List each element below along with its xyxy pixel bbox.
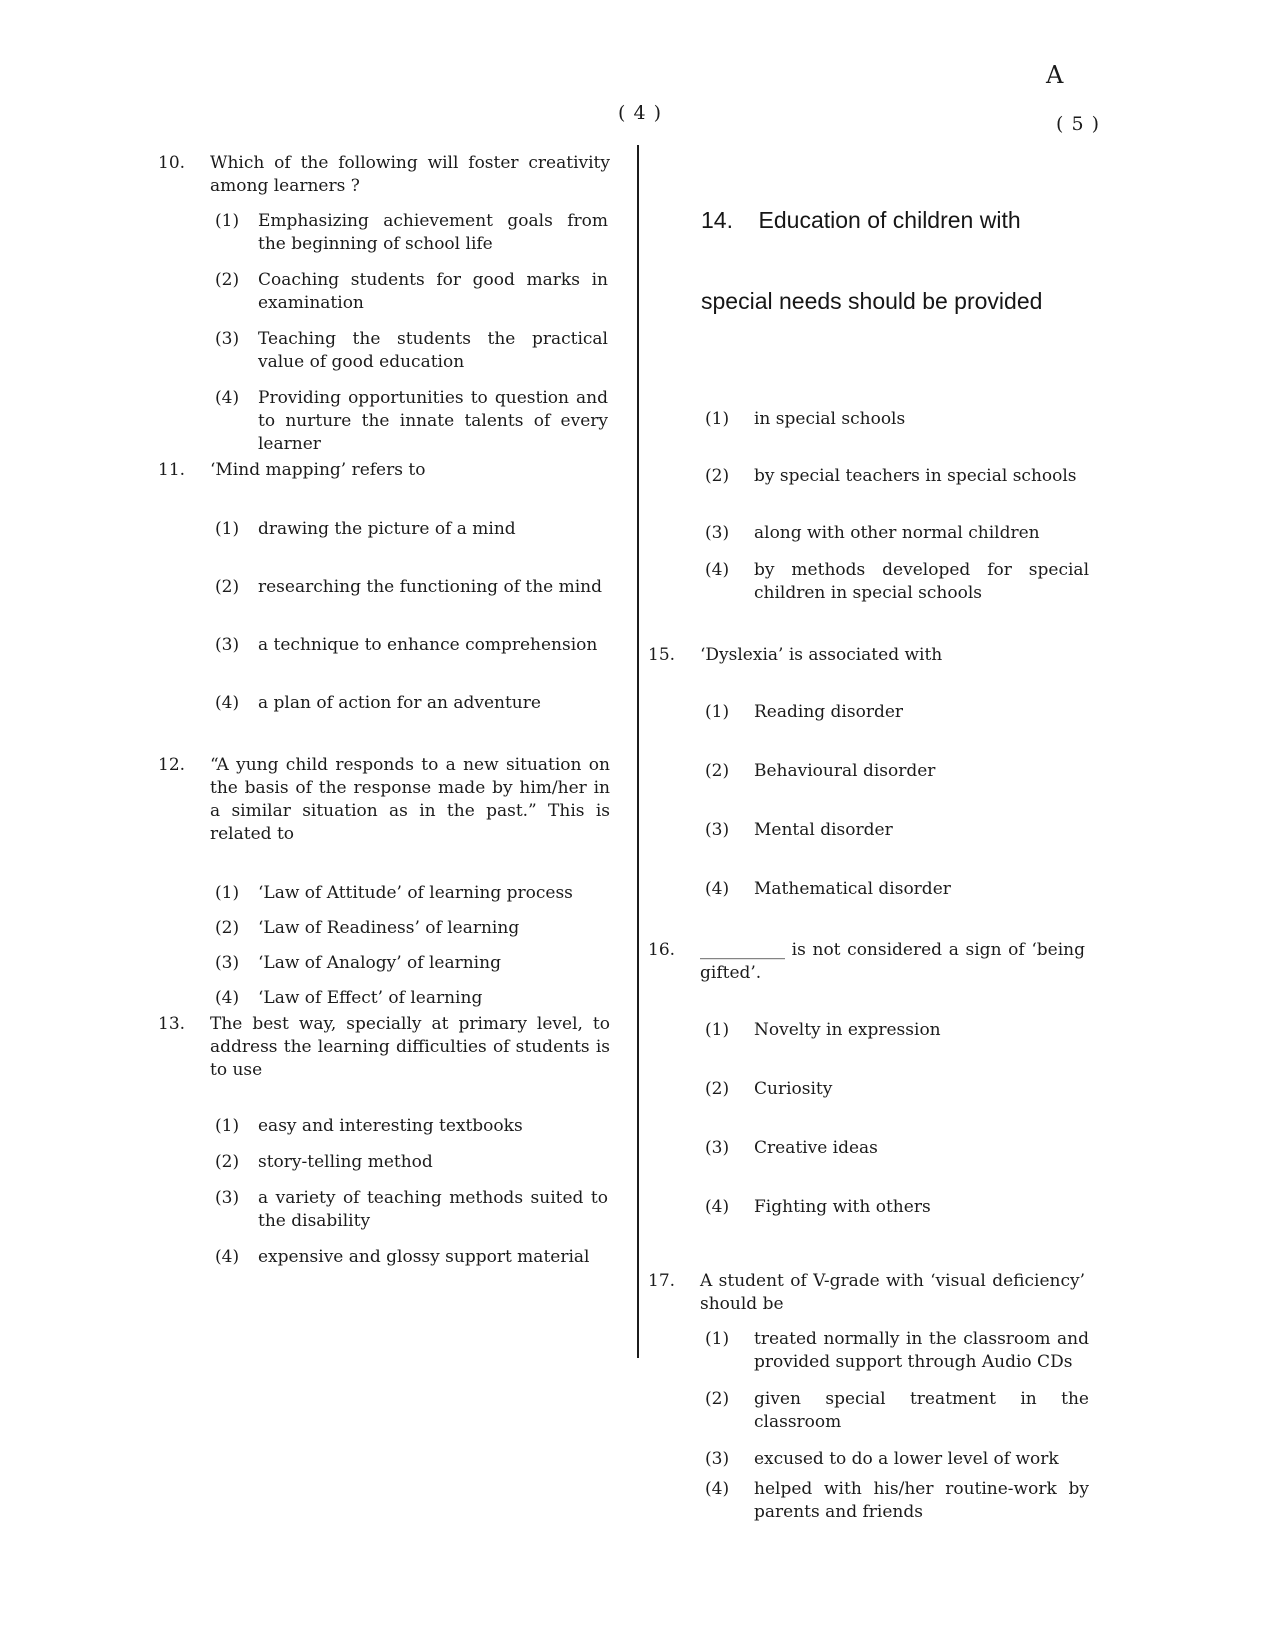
option-row xyxy=(705,408,1090,431)
option-text: excused to do a lower level of work xyxy=(754,1449,1059,1469)
option-row xyxy=(215,952,610,975)
option-marker: (2) xyxy=(215,577,240,597)
option-row xyxy=(215,1246,610,1269)
option-text: Curiosity xyxy=(754,1079,833,1099)
option-text: Reading disorder xyxy=(754,702,904,722)
option-marker: (2) xyxy=(215,1152,240,1172)
option-marker: (3) xyxy=(705,1449,730,1469)
option-row xyxy=(215,1151,610,1174)
question-heading xyxy=(701,153,1090,369)
option-text: story-telling method xyxy=(258,1152,433,1172)
option-text: given special treatment in the classroom xyxy=(754,1389,1089,1432)
option-marker: (3) xyxy=(705,820,730,840)
option-row xyxy=(215,576,610,599)
question-text: __________ is not considered a sign of ‘being gifted’. xyxy=(700,940,1085,983)
option-marker: (1) xyxy=(705,409,730,429)
option-marker: (3) xyxy=(705,1138,730,1158)
option-text: Fighting with others xyxy=(754,1197,931,1217)
option-row xyxy=(215,269,610,315)
option-text: helped with his/her routine-work by parents and friends xyxy=(754,1479,1089,1522)
option-text: along with other normal children xyxy=(754,523,1040,543)
option-row xyxy=(705,1448,1090,1471)
option-text: by methods developed for special children in special schools xyxy=(754,560,1089,603)
option-row xyxy=(705,701,1090,724)
option-marker: (3) xyxy=(215,635,240,655)
question-12 xyxy=(158,754,610,1010)
option-text: Behavioural disorder xyxy=(754,761,936,781)
question-text: The best way, specially at primary level, to address the learning difficulties of students is to use xyxy=(210,1014,610,1080)
question-10 xyxy=(158,152,610,456)
option-text: researching the functioning of the mind xyxy=(258,577,603,597)
option-marker: (1) xyxy=(705,702,730,722)
option-text: ‘Law of Effect’ of learning xyxy=(258,988,483,1008)
question-number: 12. xyxy=(158,755,186,775)
option-row xyxy=(215,692,610,715)
option-text: Novelty in expression xyxy=(754,1020,941,1040)
option-marker: (1) xyxy=(215,883,240,903)
option-marker: (4) xyxy=(215,1247,240,1267)
option-marker: (4) xyxy=(215,693,240,713)
option-row xyxy=(705,1196,1090,1219)
left-column xyxy=(158,152,610,1269)
question-16 xyxy=(648,939,1090,1219)
option-row xyxy=(215,518,610,541)
option-row xyxy=(705,522,1090,545)
option-row xyxy=(705,465,1090,488)
option-marker: (2) xyxy=(705,1079,730,1099)
option-marker: (4) xyxy=(705,560,730,580)
option-text: by special teachers in special schools xyxy=(754,466,1077,486)
option-marker: (2) xyxy=(705,1389,730,1409)
option-row xyxy=(215,210,610,256)
option-text: ‘Law of Readiness’ of learning xyxy=(258,918,520,938)
page-number-4: ( 4 ) xyxy=(618,102,662,124)
option-marker: (1) xyxy=(705,1329,730,1349)
option-marker: (1) xyxy=(215,519,240,539)
option-row xyxy=(705,760,1090,783)
option-row xyxy=(215,387,610,456)
option-row xyxy=(215,1115,610,1138)
option-text: treated normally in the classroom and provided support through Audio CDs xyxy=(754,1329,1089,1372)
option-text: Mental disorder xyxy=(754,820,893,840)
option-text: a plan of action for an adventure xyxy=(258,693,541,713)
right-column xyxy=(648,153,1090,1524)
question-text: Which of the following will foster creativity among learners ? xyxy=(210,153,610,196)
option-marker: (1) xyxy=(215,1116,240,1136)
option-marker: (4) xyxy=(215,388,240,408)
option-marker: (3) xyxy=(215,953,240,973)
question-15 xyxy=(648,644,1090,901)
question-number: 13. xyxy=(158,1014,186,1034)
option-marker: (2) xyxy=(705,761,730,781)
option-text: a technique to enhance comprehension xyxy=(258,635,598,655)
question-number: 11. xyxy=(158,460,186,480)
option-text: expensive and glossy support material xyxy=(258,1247,590,1267)
option-row xyxy=(705,1328,1090,1374)
option-marker: (2) xyxy=(705,466,730,486)
option-text: in special schools xyxy=(754,409,906,429)
option-text: easy and interesting textbooks xyxy=(258,1116,523,1136)
option-marker: (4) xyxy=(705,879,730,899)
question-heading-line: special needs should be provided xyxy=(701,288,1043,314)
question-text: A student of V-grade with ‘visual deficiency’ should be xyxy=(700,1271,1085,1314)
option-row xyxy=(215,882,610,905)
option-marker: (1) xyxy=(705,1020,730,1040)
question-14 xyxy=(648,153,1090,605)
option-marker: (3) xyxy=(705,523,730,543)
option-row xyxy=(705,819,1090,842)
question-text: ‘Dyslexia’ is associated with xyxy=(700,645,943,665)
question-number: 10. xyxy=(158,153,186,173)
question-13 xyxy=(158,1013,610,1269)
option-row xyxy=(705,1388,1090,1434)
option-text: drawing the picture of a mind xyxy=(258,519,516,539)
question-heading-line: 14. Education of children with xyxy=(701,207,1021,233)
question-number: 16. xyxy=(648,940,676,960)
option-marker: (4) xyxy=(705,1197,730,1217)
exam-set-label: A xyxy=(1046,61,1064,89)
question-text: ‘Mind mapping’ refers to xyxy=(210,460,426,480)
option-text: Providing opportunities to question and to nurture the innate talents of every learner xyxy=(258,388,608,454)
option-marker: (3) xyxy=(215,1188,240,1208)
option-row xyxy=(215,328,610,374)
option-marker: (1) xyxy=(215,211,240,231)
option-row xyxy=(705,1078,1090,1101)
option-text: Teaching the students the practical value of good education xyxy=(258,329,608,372)
option-row xyxy=(215,987,610,1010)
question-11 xyxy=(158,459,610,715)
option-marker: (2) xyxy=(215,918,240,938)
option-row xyxy=(215,634,610,657)
column-divider xyxy=(637,145,639,1358)
option-marker: (2) xyxy=(215,270,240,290)
question-number: 17. xyxy=(648,1271,676,1291)
option-row xyxy=(215,1187,610,1233)
question-17 xyxy=(648,1270,1090,1524)
question-number: 15. xyxy=(648,645,676,665)
option-text: ‘Law of Attitude’ of learning process xyxy=(258,883,573,903)
option-marker: (3) xyxy=(215,329,240,349)
option-text: a variety of teaching methods suited to the disability xyxy=(258,1188,608,1231)
option-text: Creative ideas xyxy=(754,1138,878,1158)
option-text: Emphasizing achievement goals from the beginning of school life xyxy=(258,211,608,254)
option-text: Coaching students for good marks in examination xyxy=(258,270,608,313)
option-text: ‘Law of Analogy’ of learning xyxy=(258,953,501,973)
option-row xyxy=(705,878,1090,901)
option-row xyxy=(705,1137,1090,1160)
page-number-5: ( 5 ) xyxy=(1056,113,1100,135)
option-marker: (4) xyxy=(705,1479,730,1499)
option-row xyxy=(215,917,610,940)
option-marker: (4) xyxy=(215,988,240,1008)
option-row xyxy=(705,559,1090,605)
option-text: Mathematical disorder xyxy=(754,879,951,899)
question-text: “A yung child responds to a new situation on the basis of the response made by him/her in a similar situation as in the past.” This is related to xyxy=(210,755,610,844)
option-row xyxy=(705,1019,1090,1042)
option-row xyxy=(705,1478,1090,1524)
